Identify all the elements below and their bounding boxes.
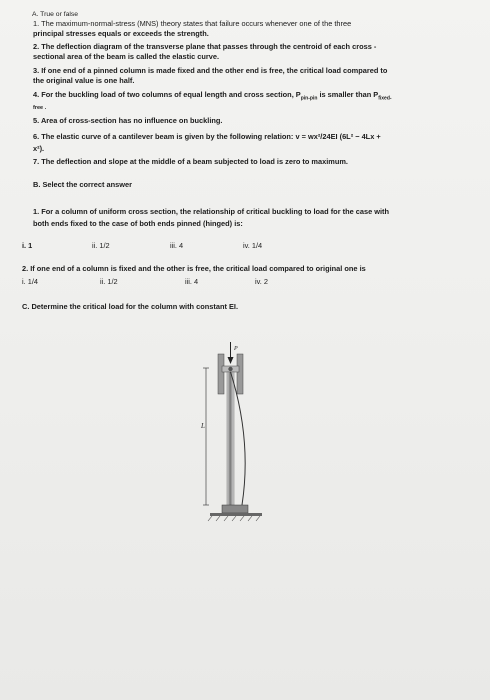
q4-subscript-pin: pin-pin xyxy=(300,95,318,102)
section-b-q1-line2: both ends fixed to the case of both ends pinned (hinged) is: xyxy=(33,219,243,228)
fixed-base xyxy=(208,505,262,521)
section-b-q1-line1: 1. For a column of uniform cross section, the relationship of critical buckling to load for the case with xyxy=(33,207,390,216)
section-a-q6-line2: x²). xyxy=(33,144,45,153)
section-b-q1-option-4: iv. 1/4 xyxy=(243,241,263,250)
section-a-q2-line1: 2. The deflection diagram of the transverse plane that passes through the centroid of each cross - xyxy=(33,42,377,51)
section-b-q2-option-2: ii. 1/2 xyxy=(100,277,118,286)
section-b-q2-option-1: i. 1/4 xyxy=(22,277,39,286)
section-b-q1-option-3: iii. 4 xyxy=(170,241,184,250)
section-a-q2-line2: sectional area of the beam is called the elastic curve. xyxy=(33,52,220,61)
section-a-q6-line1: 6. The elastic curve of a cantilever beam is given by the following relation: v = wx²/24EI (6L² − 4Lx + xyxy=(33,132,381,141)
section-a-q7: 7. The deflection and slope at the middle of a beam subjected to load is zero to maximum. xyxy=(33,157,348,166)
section-b-title: B. Select the correct answer xyxy=(33,180,132,189)
column-shaft xyxy=(227,372,234,507)
section-a-q4-line2: free . xyxy=(33,105,47,111)
section-b-q2-line1: 2. If one end of a column is fixed and the other is free, the critical load compared to original one is xyxy=(22,264,366,273)
section-b-q1-option-2: ii. 1/2 xyxy=(92,241,110,250)
load-label: P xyxy=(234,346,238,352)
section-a-q3-line1: 3. If one end of a pinned column is made fixed and the other end is free, the critical load compared to xyxy=(33,66,388,75)
section-a-q1-line2: principal stresses equals or exceeds the strength. xyxy=(33,29,209,38)
section-a-title: A. True or false xyxy=(32,11,79,18)
section-a-q1-line1: 1. The maximum-normal-stress (MNS) theory states that failure occurs whenever one of the three xyxy=(33,19,352,28)
section-c-title: C. Determine the critical load for the column with constant EI. xyxy=(22,302,239,311)
length-label: L xyxy=(201,422,205,430)
section-b-q2-option-3: iii. 4 xyxy=(185,277,199,286)
section-a-q4-line1 xyxy=(33,90,392,103)
q4-text-b: is smaller than P xyxy=(317,90,379,99)
load-arrow xyxy=(228,342,234,364)
length-dimension xyxy=(203,368,209,505)
section-b-q1-option-1: i. 1 xyxy=(22,241,33,250)
q4-subscript-fixed: fixed- xyxy=(378,95,392,102)
section-a-q5: 5. Area of cross-section has no influence on buckling. xyxy=(33,116,223,125)
column-diagram xyxy=(200,340,280,525)
q4-text-a: 4. For the buckling load of two columns of equal length and cross section, P xyxy=(33,90,301,99)
section-a-q3-line2: the original value is one half. xyxy=(33,76,135,85)
section-b-q2-option-4: iv. 2 xyxy=(255,277,269,286)
